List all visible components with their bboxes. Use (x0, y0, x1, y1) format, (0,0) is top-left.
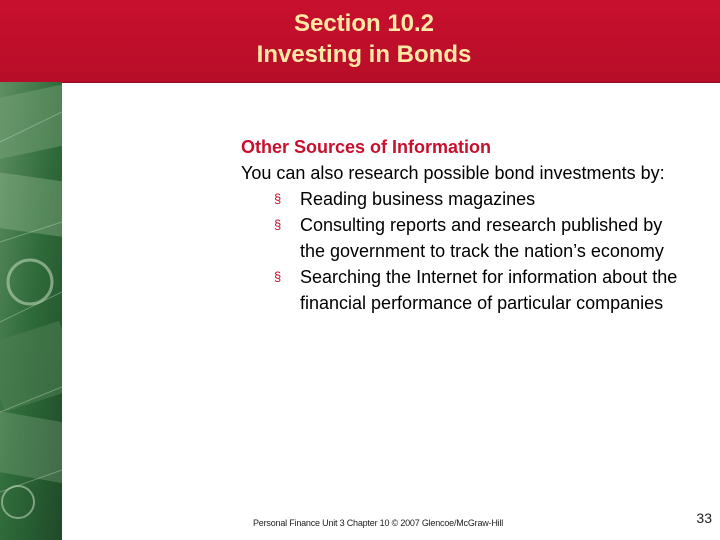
intro-text: You can also research possible bond investments by: (241, 163, 665, 183)
title-line-topic: Investing in Bonds (256, 41, 472, 68)
section-heading: Other Sources of Information (241, 137, 492, 157)
bullet-icon: § (274, 269, 282, 284)
page-number: 33 (696, 510, 712, 526)
money-background-image (0, 82, 62, 540)
title-banner (0, 0, 720, 83)
bullet-text: Consulting reports and research published by the government to track the nation’s economy (300, 215, 664, 261)
bullet-list (241, 186, 681, 316)
bullet-icon: § (274, 191, 282, 206)
bullet-icon: § (274, 217, 282, 232)
slide-title (0, 8, 720, 70)
footer-credit: Personal Finance Unit 3 Chapter 10 © 2007 Glencoe/McGraw-Hill (253, 518, 504, 528)
list-item (274, 264, 681, 316)
slide-body (241, 134, 681, 316)
list-item (274, 186, 681, 212)
list-item (274, 212, 681, 264)
money-texture (0, 82, 62, 540)
bullet-text: Searching the Internet for information about the financial performance of particular companies (300, 267, 678, 313)
title-line-section: Section 10.2 (293, 10, 435, 37)
bullet-text: Reading business magazines (300, 189, 536, 209)
